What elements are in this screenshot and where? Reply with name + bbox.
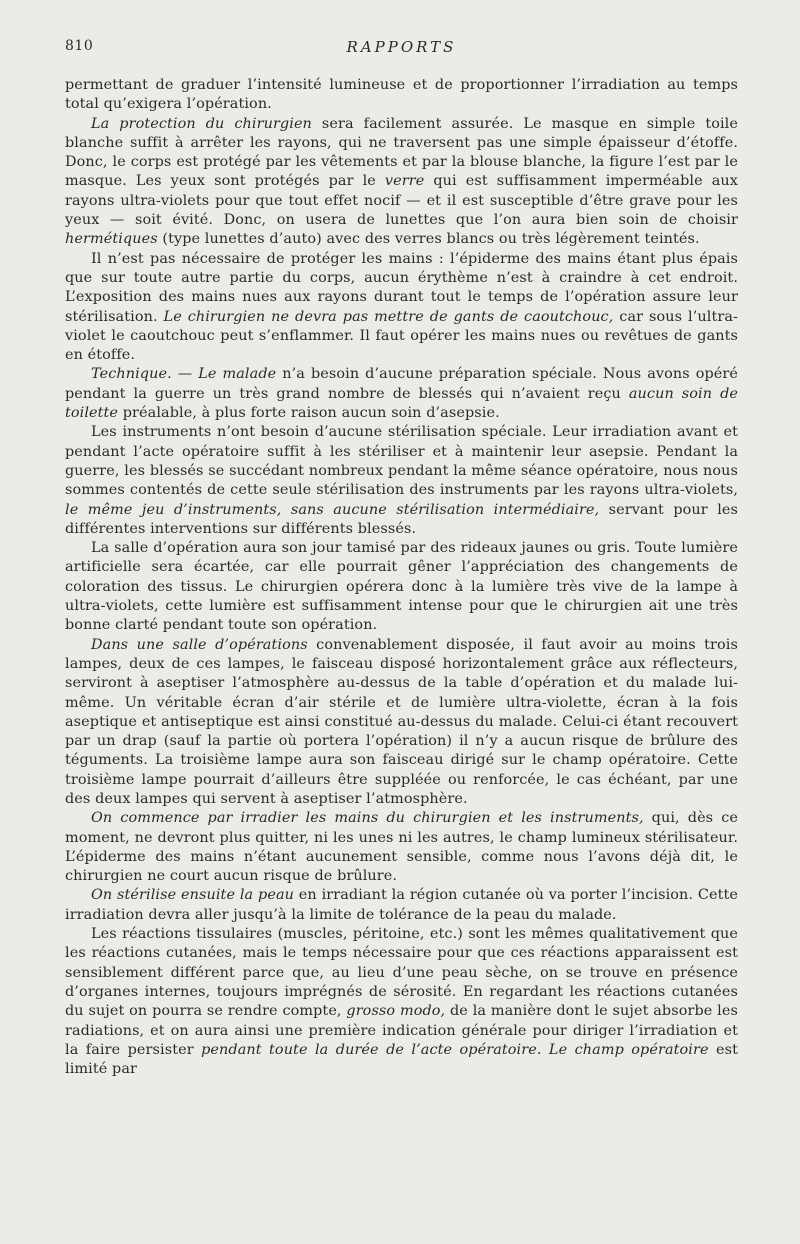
page-header (65, 38, 738, 60)
text-run: servant pour les différentes interventions sur différents blessés. (65, 501, 739, 537)
running-title: RAPPORTS (346, 38, 457, 56)
italic-text: aucun soin de toilette (65, 385, 739, 422)
paragraph (65, 115, 738, 250)
text-run: Les réactions tissulaires (muscles, péritoine, etc.) sont les mêmes qualitativement que les réactions cutanées, mais le temps nécessaire pour que ces réactions apparaissent est sensiblement différent parce que, au lieu d’une peau sèche, on se trouve en présence d’organes internes, toujours imprégnés de sérosité. En regardant les réactions cutanées du sujet on pourra se rendre compte, (65, 926, 738, 1020)
italic-text: Le chirurgien ne devra pas mettre de gants de caoutchouc, (163, 308, 614, 325)
italic-text: On commence par irradier les mains du chirurgien et les instruments, (91, 810, 644, 827)
paragraph (65, 925, 738, 1079)
text-run: n’a besoin d’aucune préparation spéciale. Nous avons opéré pendant la guerre un très grand nombre de blessés qui n’avaient reçu (65, 366, 738, 402)
text-run: car sous l’ultra-violet le caoutchouc peut s’enflammer. Il faut opérer les mains nues ou revêtues de gants en étoffe. (65, 308, 738, 364)
italic-text: le même jeu d’instruments, sans aucune stérilisation intermédiaire, (65, 501, 600, 518)
body-text (65, 76, 738, 1079)
italic-text: Dans une salle d’opérations (91, 636, 308, 653)
italic-text: La protection du chirurgien (91, 115, 312, 132)
text-run: permettant de graduer l’intensité lumineuse et de proportionner l’irradiation au temps total qu’exigera l’opération. (65, 77, 738, 113)
paragraph (65, 636, 738, 810)
italic-text: Le malade (198, 366, 277, 383)
text-run: qui, dès ce moment, ne devront plus quitter, ni les unes ni les autres, le champ lumineux stérilisateur. L’épiderme des mains n’étant aucunement sensible, comme nous l’avons déjà dit, le chirurgien ne court aucun risque de brûlure. (65, 810, 738, 885)
text-run: convenablement disposée, il faut avoir au moins trois lampes, deux de ces lampes, le faisceau disposé horizontalement grâce aux réflecteurs, serviront à aseptiser l’atmosphère au-dessus de la table d’opération et du malade lui-même. Un véritable écran d’air stérile et de lumière ultra-violette, écran à la fois aseptique et antiseptique est ainsi constitué au-dessus du malade. Celui-ci étant recouvert par un drap (sauf la partie où portera l’opération) il n’y a aucun risque de brûlure des téguments. La troisième lampe aura son faisceau dirigé sur le champ opératoire. Cette troisième lampe pourrait d’ailleurs être suppléée ou renforcée, le cas échéant, par une des deux lampes qui servent à aseptiser l’atmosphère. (65, 636, 738, 807)
paragraph (65, 76, 738, 115)
italic-text: On stérilise ensuite la peau (91, 887, 294, 904)
italic-text: Technique. (91, 366, 172, 383)
paragraph (65, 886, 738, 925)
text-run: est limité par (65, 1041, 738, 1078)
italic-text: hermétiques (65, 231, 158, 248)
paragraph (65, 539, 738, 635)
text-run: La salle d’opération aura son jour tamisé par des rideaux jaunes ou gris. Toute lumière artificielle sera écartée, car elle pourrait gêner l’appréciation des changements de coloration des tissus. Le chirurgien opérera donc à la lumière très vive de la lampe à ultra-violets, cette lumière est suffisamment intense pour que le chirurgien ait une très bonne clarté pendant toute son opération. (65, 540, 738, 634)
text-run: (type lunettes d’auto) avec des verres blancs ou très légèrement teintés. (157, 231, 700, 248)
text-run: — (171, 366, 199, 383)
page-number: 810 (65, 38, 94, 54)
paragraph (65, 423, 738, 539)
text-run: de la manière dont le sujet absorbe les radiations, et on aura ainsi une première indication générale pour diriger l’irradiation et la faire persister (65, 1003, 738, 1058)
paragraph (65, 250, 738, 366)
italic-text: grosso modo, (346, 1003, 446, 1020)
italic-text: pendant toute la durée de l’acte opératoire. Le champ opératoire (201, 1041, 709, 1058)
text-run: sera facilement assurée. Le masque en simple toile blanche suffit à arrêter les rayons, qui ne traversent pas une simple épaisseur d’étoffe. Donc, le corps est protégé par les vêtements et par la blouse blanche, la figure l’est par le masque. Les yeux sont protégés par le (65, 115, 739, 190)
text-run: qui est suffisamment imperméable aux rayons ultra-violets pour que tout effet nocif — et il est susceptible d’être grave pour les yeux — soit évité. Donc, on usera de lunettes que l’on aura bien soin de choisir (65, 173, 738, 229)
text-run: préalable, à plus forte raison aucun soin d’asepsie. (118, 405, 500, 422)
text-run: en irradiant la région cutanée où va porter l’incision. Cette irradiation devra aller jusqu’à la limite de tolérance de la peau du malade. (65, 887, 738, 923)
italic-text: verre (384, 173, 425, 190)
paragraph (65, 809, 738, 886)
text-run: Il n’est pas nécessaire de protéger les mains : l’épiderme des mains étant plus épais que sur toute autre partie du corps, aucun érythème n’est à craindre à cet endroit. L’exposition des mains nues aux rayons durant tout le temps de l’opération assure leur stérilisation. (65, 250, 738, 325)
paragraph (65, 365, 738, 423)
text-run: Les instruments n’ont besoin d’aucune stérilisation spéciale. Leur irradiation avant et pendant l’acte opératoire suffit à les stériliser et à maintenir leur asepsie. Pendant la guerre, les blessés se succédant nombreux pendant la même séance opératoire, nous nous sommes contentés de cette seule stérilisation des instruments par les rayons ultra-violets, (65, 424, 738, 499)
